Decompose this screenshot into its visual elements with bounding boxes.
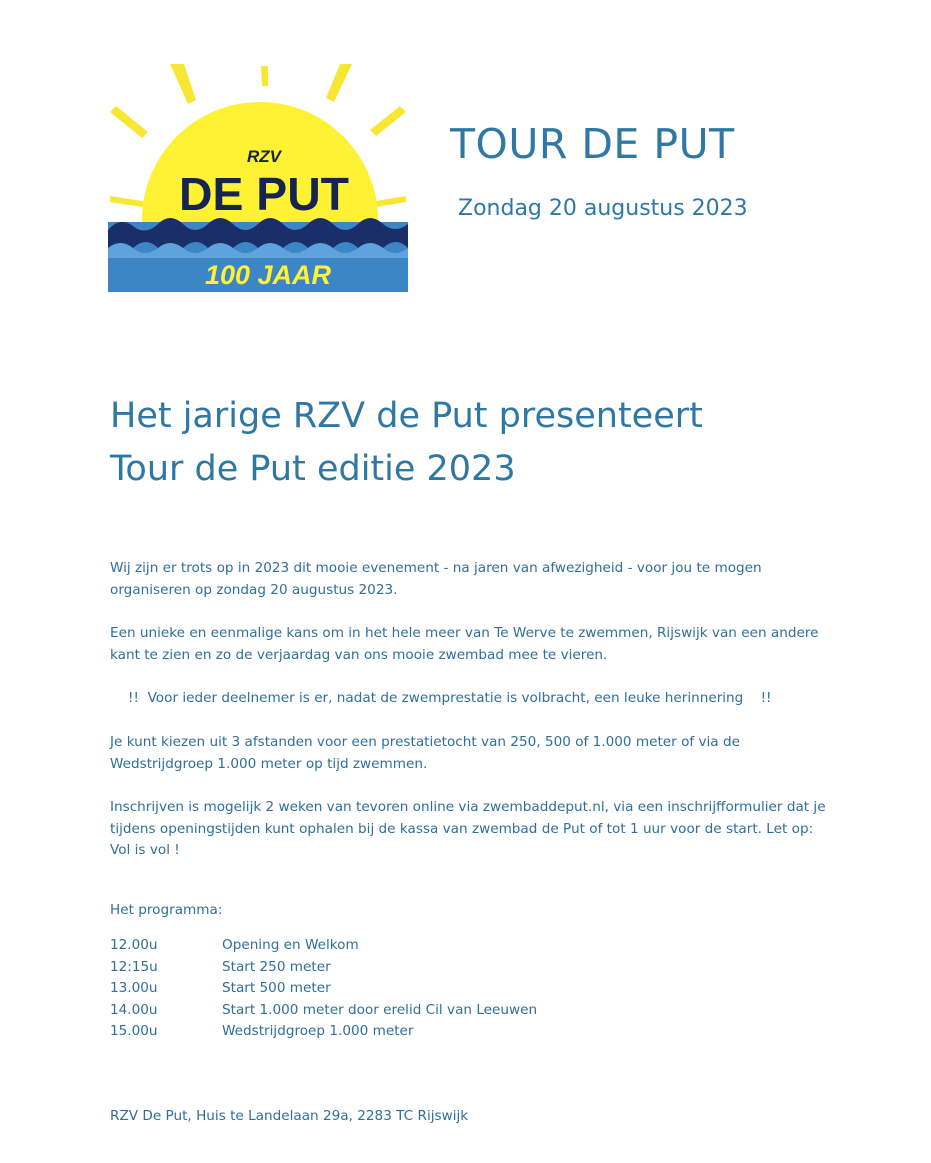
schedule-time: 12:15u [110,958,158,975]
exclamation-mark-left: !! [128,690,139,706]
schedule-row [110,1000,537,1022]
schedule-row [110,1021,537,1043]
schedule-time: 12.00u [110,937,158,953]
souvenir-paragraph [128,688,848,710]
program-schedule [110,935,537,1043]
headline [110,390,890,496]
schedule-label: Start 250 meter [222,958,331,975]
schedule-row [110,957,537,979]
program-heading: Het programma: [110,902,223,918]
headline-line-1: Het jarige RZV de Put presenteert [110,396,703,436]
logo-club-small: RZV [247,147,281,166]
souvenir-text: Voor ieder deelnemer is er, nadat de zwemprestatie is volbracht, een leuke herinnering [147,690,744,706]
schedule-row [110,935,537,957]
exclamation-mark-right: !! [760,690,772,706]
schedule-label: Start 1.000 meter door erelid Cil van Leeuwen [222,1001,538,1018]
schedule-label: Start 500 meter [222,980,331,996]
logo-anniversary: 100 JAAR [204,260,332,290]
schedule-label: Wedstrijdgroep 1.000 meter [222,1023,414,1039]
headline-line-2: Tour de Put editie 2023 [110,449,516,489]
club-logo [108,62,408,292]
event-date: Zondag 20 augustus 2023 [458,196,748,221]
footer-address: RZV De Put, Huis te Landelaan 29a, 2283 TC Rijswijk [110,1108,469,1124]
event-title: TOUR DE PUT [450,120,735,168]
sun-wave-logo-graphic [108,62,408,292]
schedule-time: 14.00u [110,1001,158,1018]
schedule-label: Opening en Welkom [222,937,359,953]
schedule-time: 15.00u [110,1023,158,1039]
chance-paragraph: Een unieke en eenmalige kans om in het hele meer van Te Werve te zwemmen, Rijswijk van een andere kant te zien en zo de verjaardag van ons mooie zwembad mee te vieren. [110,625,819,663]
registration-paragraph: Inschrijven is mogelijk 2 weken van tevoren online via zwembaddeput.nl, via een inschrijfformulier dat je tijdens openingstijden kunt ophalen bij de kassa van zwembad de Put of tot 1 uur voor de start. Let op: Vol is vol ! [110,799,826,858]
distances-paragraph: Je kunt kiezen uit 3 afstanden voor een prestatietocht van 250, 500 of 1.000 meter of via de Wedstrijdgroep 1.000 meter op tijd zwemmen. [110,734,740,772]
schedule-row [110,978,537,1000]
intro-paragraph: Wij zijn er trots op in 2023 dit mooie evenement - na jaren van afwezigheid - voor jou te mogen organiseren op zondag 20 augustus 2023. [110,560,762,598]
schedule-time: 13.00u [110,980,158,996]
logo-club-name: DE PUT [179,168,349,220]
